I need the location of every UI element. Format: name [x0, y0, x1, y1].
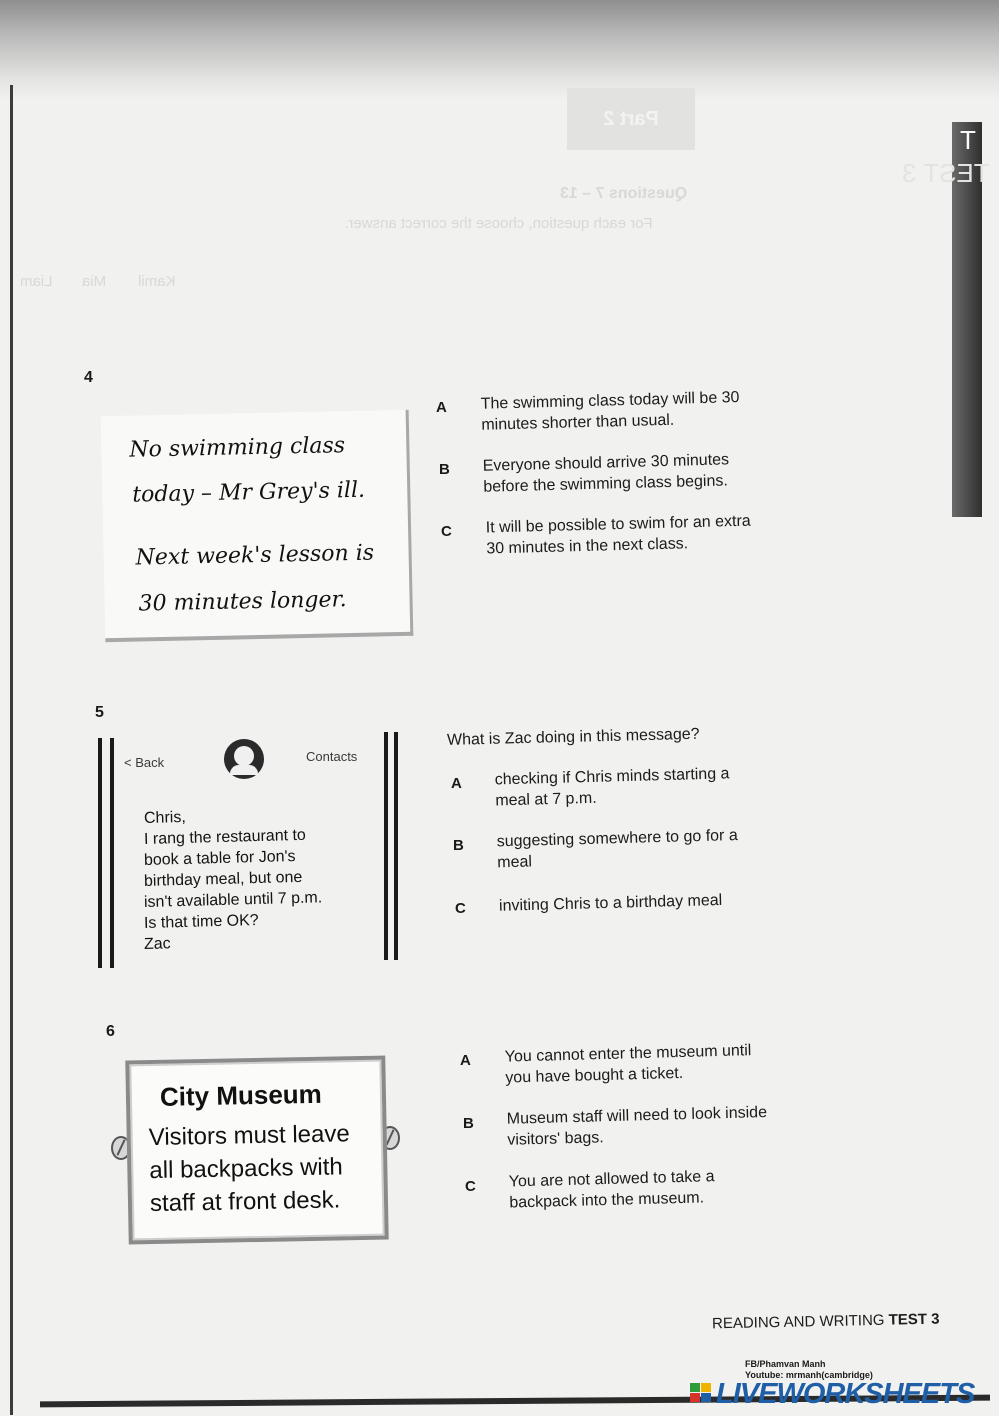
- show-through-tab: TEST 3: [902, 158, 990, 188]
- page-footer: [712, 1311, 940, 1333]
- show-through-name-2: Mia: [82, 273, 107, 290]
- q5-message-line-1: Chris,: [143, 808, 186, 827]
- q6-option-a-text[interactable]: You cannot enter the museum until you have bought a ticket.: [504, 1042, 752, 1087]
- q6-sign-line-3: staff at front desk.: [149, 1186, 341, 1218]
- q5-message: [144, 808, 322, 955]
- phone-frame-left-inner: [110, 738, 114, 968]
- q6-sign-title: City Museum: [159, 1078, 323, 1112]
- q5-message-line-3: book a table for Jon's: [143, 848, 296, 869]
- q4-option-b-text[interactable]: Everyone should arrive 30 minutes before the swimming class begins.: [482, 451, 730, 496]
- liveworksheets-mark-icon: [690, 1383, 712, 1403]
- show-through-questions: Questions 7 – 13: [560, 185, 688, 202]
- scan-shadow-top: [0, 0, 999, 100]
- q6-museum-sign: [125, 1056, 388, 1245]
- q4-notice-line-1: No swimming class: [129, 433, 346, 463]
- q6-option-c-letter[interactable]: C: [465, 1178, 476, 1195]
- show-through-part-heading: Part 2: [567, 88, 695, 150]
- q5-option-c-letter[interactable]: C: [455, 900, 466, 917]
- q6-option-b-text[interactable]: Museum staff will need to look inside visitors' bags.: [506, 1103, 768, 1149]
- footer-section: READING AND WRITING: [711, 1311, 885, 1333]
- credit-facebook: FB/Phamvan Manh: [745, 1359, 826, 1369]
- footer-test: TEST 3: [888, 1310, 940, 1329]
- q5-message-line-6: Is that time OK?: [143, 911, 259, 932]
- q6-sign-line-2: all backpacks with: [149, 1153, 344, 1185]
- phone-back-button[interactable]: < Back: [124, 755, 165, 770]
- question-6-number: 6: [106, 1023, 115, 1040]
- q4-option-c-text[interactable]: It will be possible to swim for an extra 30 minutes in the next class.: [485, 512, 751, 558]
- phone-contacts-button[interactable]: Contacts: [306, 749, 358, 764]
- q5-option-b-letter[interactable]: B: [453, 837, 464, 854]
- q6-option-a-letter[interactable]: A: [460, 1052, 471, 1069]
- liveworksheets-logo[interactable]: LIVEWORKSHEETS: [716, 1378, 975, 1410]
- phone-frame-right: [394, 732, 398, 960]
- q4-notice-line-3: Next week's lesson is: [135, 540, 375, 571]
- q5-message-line-4: birthday meal, but one: [143, 868, 303, 890]
- test-tab-letter: T: [960, 125, 976, 155]
- question-5-number: 5: [95, 704, 104, 721]
- contact-avatar-icon: [224, 739, 264, 779]
- q5-message-line-7: Zac: [143, 935, 171, 953]
- q4-option-c-letter[interactable]: C: [441, 523, 452, 540]
- show-through-instruction: For each question, choose the correct answer.: [345, 215, 653, 232]
- q5-message-line-2: I rang the restaurant to: [143, 826, 307, 848]
- q5-option-a-letter[interactable]: A: [451, 775, 462, 792]
- show-through-name-3: Liam: [20, 273, 53, 290]
- q4-notice: [101, 410, 414, 642]
- q6-sign-line-1: Visitors must leave: [148, 1120, 350, 1152]
- q5-question: What is Zac doing in this message?: [446, 725, 700, 749]
- q4-notice-line-2: today – Mr Grey's ill.: [132, 477, 366, 508]
- q5-option-c-text[interactable]: inviting Chris to a birthday meal: [498, 891, 723, 915]
- credit-youtube: Youtube: mrmanh(cambridge): [745, 1370, 873, 1380]
- q4-option-b-letter[interactable]: B: [439, 461, 450, 478]
- q4-notice-line-4: 30 minutes longer.: [138, 587, 347, 617]
- q4-option-a-letter[interactable]: A: [436, 399, 447, 416]
- q4-option-a-text[interactable]: The swimming class today will be 30 minutes shorter than usual.: [480, 389, 740, 434]
- q6-option-b-letter[interactable]: B: [463, 1115, 474, 1132]
- phone-frame-left: [98, 738, 102, 968]
- scan-edge-left: [10, 85, 13, 1415]
- q5-option-b-text[interactable]: suggesting somewhere to go for a meal: [496, 827, 738, 872]
- phone-frame-right-inner: [384, 732, 388, 960]
- q5-message-line-5: isn't available until 7 p.m.: [143, 889, 323, 911]
- q5-option-a-text[interactable]: checking if Chris minds starting a meal at 7 p.m.: [494, 765, 730, 810]
- question-4-number: 4: [84, 369, 93, 386]
- show-through-name-1: Kamil: [138, 273, 176, 290]
- q6-option-c-text[interactable]: You are not allowed to take a backpack into the museum.: [508, 1168, 715, 1212]
